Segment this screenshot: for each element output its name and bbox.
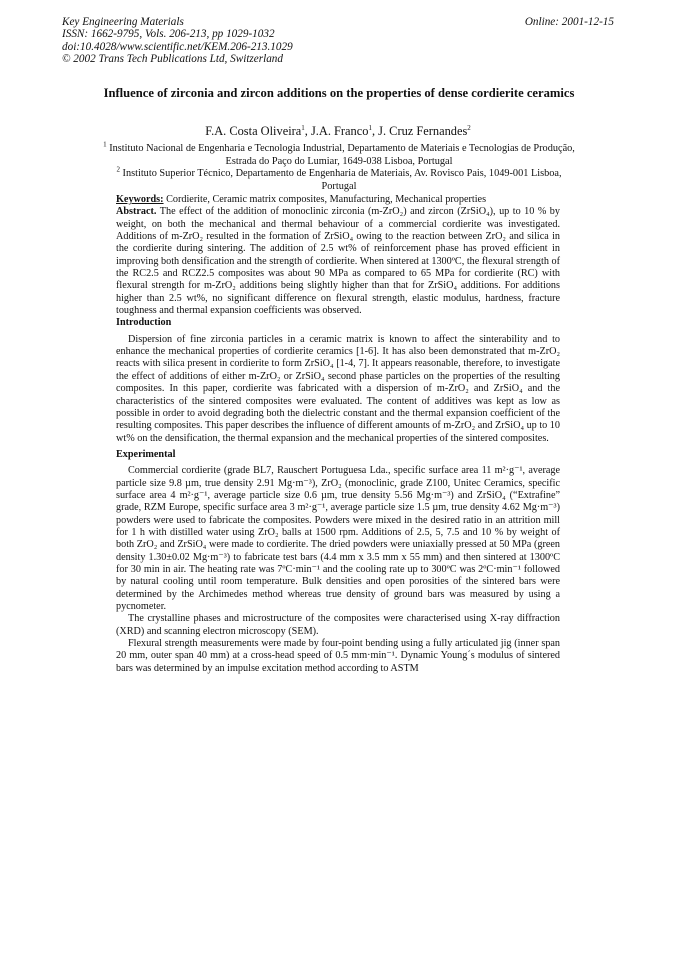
experimental-paragraph-1: Commercial cordierite (grade BL7, Rauschert Portuguesa Lda., specific surface area 11 m²·g⁻¹, average particle size 9.8 µm, true density 2.91 Mg·m⁻³), ZrO₂ (monoclinic, grade Z100, Unitec Ceramics, specific surface area 4 m²·g⁻¹, average particle size 0.6 µm, true density 5.56 Mg·m⁻³) and ZrSiO₄ (“Extrafine” grade, RZM Europe, specific surface area 3 m²·g⁻¹, average particle size 1.5 µm, true density 4.62 Mg·m⁻³) powders were used to fabricate the composites. Powders were mixed in the desired ratio in an attrition mill for 1 h with distilled water using ZrO₂ balls at 1500 rpm. Additions of 2.5, 5, 7.5 and 10 % by weight of both ZrO₂ and ZrSiO₄ were made to cordierite. The dried powders were uniaxially pressed at 50 MPa (green density 1.30±0.02 Mg·m⁻³) to fabricate test bars (4.4 mm x 3.5 mm x 55 mm) and then sintered at 1300ºC for 30 min in air. The heating rate was 7ºC·min⁻¹ and the cooling rate up to 300ºC was 2ºC·min⁻¹ followed by natural cooling until room temperature. Bulk densities and open porosities of the sintered bars were determined by the Archimedes method whereas true density of ground bars was measured by using a pycnometer. — [116, 465, 560, 612]
author-name: J. Cruz Fernandes — [378, 124, 468, 138]
author-separator: , — [304, 124, 311, 138]
doi-line[interactable]: doi:10.4028/www.scientific.net/KEM.206-213.1029 — [62, 40, 293, 53]
author-name: F.A. Costa Oliveira — [205, 124, 302, 138]
experimental-paragraph-3: Flexural strength measurements were made by four-point bending using a fully articulated jig (inner span 20 mm, outer span 40 mm) at a cross-head speed of 0.5 mm·min⁻¹. Dynamic Young´s modulus of sintered bars was determined by an impulse excitation method according to ASTM — [116, 638, 560, 674]
affiliation-marker: 1 — [368, 123, 372, 132]
affiliation-number: 1 — [103, 140, 107, 149]
paper-title: Influence of zirconia and zircon additions on the properties of dense cordierite ceramics — [103, 86, 575, 100]
affiliation-text: Instituto Superior Técnico, Departamento de Engenharia de Materiais, Av. Rovisco Pais, 1049-001 Lisboa, Portugal — [122, 168, 562, 192]
affiliation-marker: 1 — [301, 123, 305, 132]
online-date: Online: 2001-12-15 — [524, 16, 614, 28]
affiliation-marker: 2 — [467, 123, 471, 132]
keywords-label: Keywords: — [116, 194, 164, 205]
affiliation-text: Instituto Nacional de Engenharia e Tecnologia Industrial, Departamento de Materiais e Tecnologias de Produção, Estrada do Paço do Lumiar, 1649-038 Lisboa, Portugal — [109, 143, 575, 167]
affiliation-1 — [100, 140, 578, 168]
paper-body — [116, 194, 560, 675]
affiliation-2 — [100, 165, 578, 193]
issn-line: ISSN: 1662-9795, Vols. 206-213, pp 1029-1032 — [62, 28, 275, 41]
journal-name: Key Engineering Materials — [62, 16, 184, 28]
abstract-label: Abstract. — [116, 206, 157, 218]
copyright-line: © 2002 Trans Tech Publications Ltd, Switzerland — [62, 52, 283, 65]
introduction-heading: Introduction — [116, 317, 172, 329]
keywords-text: Cordierite, Ceramic matrix composites, Manufacturing, Mechanical properties — [163, 194, 487, 205]
running-header — [62, 16, 614, 65]
author-separator: , — [371, 124, 379, 138]
author-name: J.A. Franco — [310, 124, 369, 138]
author-list — [62, 124, 614, 138]
affiliation-number: 2 — [116, 165, 120, 174]
experimental-heading: Experimental — [116, 448, 176, 460]
keywords — [116, 194, 560, 206]
abstract — [116, 206, 560, 317]
experimental-paragraph-2: The crystalline phases and microstructure of the composites were characterised using X-ray diffraction (XRD) and scanning electron microscopy (SEM). — [116, 613, 560, 637]
abstract-text: The effect of the addition of monoclinic zirconia (m-ZrO₂) and zircon (ZrSiO₄), up to 10 % by weight, on both the mechanical and thermal behaviour of a commercial cordierite was investigated. Additions of m-ZrO₂ resulted in the formation of ZrSiO₄ owing to the reaction between ZrO₂ and silica in the cordierite during sintering. The addition of 2.5 wt% of reinforcement phase has proved efficient in improving both densification and the strength of cordierite. When sintered at 1300ºC, the flexural strength of the RC2.5 and RCZ2.5 composites was about 90 MPa as compared to 65 MPa for cordierite (RC) with flexural strength for m-ZrO₂ additions being slightly higher than that for ZrSiO₄ additions. For additions higher than 2.5 wt%, no significant difference on flexural strength, elastic modulus, hardness, fracture toughness and thermal expansion coefficients was observed. — [116, 206, 560, 317]
introduction-paragraph: Dispersion of fine zirconia particles in a ceramic matrix is known to affect the sinterability and to enhance the mechanical properties of cordierite ceramics [1-6]. It has also been demonstrated that m-ZrO₂ reacts with silica present in cordierite to form ZrSiO₄ [1-4, 7]. It appears reasonable, therefore, to investigate the effect of additions of either m-ZrO₂ or ZrSiO₄ second phase particles on the properties of the resulting composites. In this paper, cordierite was fabricated with a dispersion of m-ZrO₂ and ZrSiO₄ and the characteristics of the sintered composites were evaluated. The content of additives was kept as low as possible in order to avoid degrading both the dielectric constant and the thermal expansion coefficient of the resulting composites. This paper describes the influence of different amounts of m-ZrO₂ and ZrSiO₄ up to 10 wt% on the densification, the thermal expansion and the mechanical properties of the sintered composites. — [116, 333, 560, 444]
